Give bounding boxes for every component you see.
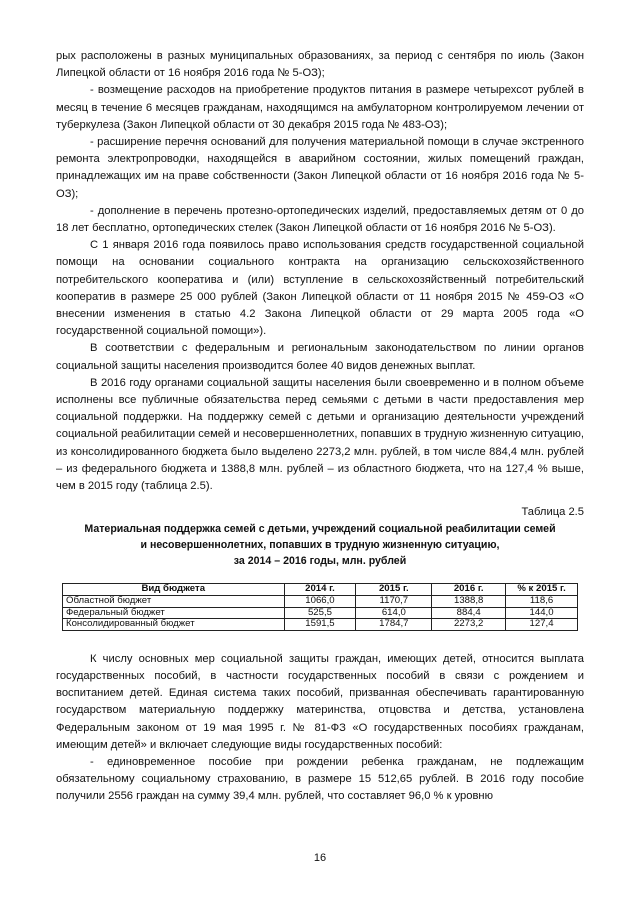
table-cell: 614,0 bbox=[356, 607, 432, 619]
paragraph: рых расположены в разных муниципальных образованиях, за период с сентября по июль (Закон Липецкой области от 16 ноября 2016 года № 5-ОЗ); bbox=[56, 50, 584, 80]
table-title-line: и несовершеннолетних, попавших в трудную жизненную ситуацию, bbox=[140, 539, 500, 552]
table-cell: 1784,7 bbox=[356, 619, 432, 631]
paragraph: К числу основных мер социальной защиты граждан, имеющих детей, относится выплата государственных пособий, в частности государственных пособий в связи с рождением и воспитанием детей. Единая система таких пособий, призванная обеспечивать гарантированную государством материальную поддержку материнства, отцовства и детства, установлена Федеральным законом от 19 мая 1995 г. № 81-ФЗ «О государственных пособиях гражданам, имеющим детей» и включает следующие виды государственных пособий: bbox=[56, 652, 584, 751]
table-cell: 144,0 bbox=[506, 607, 578, 619]
table-cell: 1388,8 bbox=[432, 596, 506, 608]
table-cell: 118,6 bbox=[506, 596, 578, 608]
column-header: % к 2015 г. bbox=[506, 584, 578, 596]
table-row bbox=[63, 596, 578, 608]
paragraph: - дополнение в перечень протезно-ортопедических изделий, предоставляемых детям от 0 до 18 лет бесплатно, ортопедических стелек (Закон Липецкой области от 16 ноября 2016 № 5-ОЗ). bbox=[56, 204, 584, 235]
table-row bbox=[63, 619, 578, 631]
table-cell: 1591,5 bbox=[284, 619, 356, 631]
table-cell: 1170,7 bbox=[356, 596, 432, 608]
table-header-row bbox=[63, 584, 578, 596]
table-cell: 127,4 bbox=[506, 619, 578, 631]
column-header: Вид бюджета bbox=[63, 584, 285, 596]
paragraph: - единовременное пособие при рождении ребенка гражданам, не подлежащим обязательному социальному страхованию, в размере 15 512,65 рублей. В 2016 году пособие получили 2556 граждан на сумму 39,4 млн. рублей, что составляет 96,0 % к уровню bbox=[56, 756, 584, 803]
table-cell: Федеральный бюджет bbox=[63, 607, 285, 619]
paragraph: В соответствии с федеральным и региональным законодательством по линии органов социальной защиты населения производится более 40 видов денежных выплат. bbox=[56, 342, 584, 372]
table-title bbox=[56, 521, 584, 569]
table-cell: 525,5 bbox=[284, 607, 356, 619]
column-header: 2016 г. bbox=[432, 584, 506, 596]
table-title-line: Материальная поддержка семей с детьми, учреждений социальной реабилитации семей bbox=[84, 523, 556, 536]
table-row bbox=[63, 607, 578, 619]
paragraph: - расширение перечня оснований для получения материальной помощи в случае экстренного ремонта электропроводки, находящейся в аварийном состоянии, жилых помещений граждан, принадлежащих им на праве собственности (Закон Липецкой области от 16 ноября 2016 года № 5-ОЗ); bbox=[56, 136, 584, 200]
column-header: 2014 г. bbox=[284, 584, 356, 596]
text-block-before-table bbox=[56, 48, 584, 495]
table-label: Таблица 2.5 bbox=[521, 506, 584, 519]
document-page bbox=[56, 48, 584, 806]
paragraph: В 2016 году органами социальной защиты населения были своевременно и в полном объеме исполнены все публичные обязательства перед семьями с детьми в части предоставления мер социальной поддержки. На поддержку семей с детьми и организацию деятельности учреждений социальной реабилитации семей и несовершеннолетних, попавших в трудную жизненную ситуацию, из консолидированного бюджета было выделено 2273,2 млн. рублей, в том числе 884,4 млн. рублей – из федерального бюджета и 1388,8 млн. рублей – из областного бюджета, что на 127,4 % выше, чем в 2015 году (таблица 2.5). bbox=[56, 376, 584, 493]
table-cell: Консолидированный бюджет bbox=[63, 619, 285, 631]
budget-table bbox=[62, 583, 578, 630]
paragraph: С 1 января 2016 года появилось право использования средств государственной социальной помощи на основании социального контракта на организацию сельскохозяйственного потребительского кооператива и (или) вступление в сельскохозяйственный потребительский кооператив в размере 25 000 рублей (Закон Липецкой области от 11 ноября 2015 № 459-ОЗ «О внесении изменения в статью 4.2 Закона Липецкой области от 29 марта 2005 года «О государственной социальной помощи»). bbox=[56, 239, 584, 338]
text-block-after-table bbox=[56, 651, 584, 806]
table-cell: 2273,2 bbox=[432, 619, 506, 631]
paragraph: - возмещение расходов на приобретение продуктов питания в размере четырехсот рублей в месяц в течение 6 месяцев гражданам, находящимся на амбулаторном контролируемом лечении от туберкулеза (Закон Липецкой области от 30 декабря 2015 года № 483-ОЗ); bbox=[56, 84, 584, 131]
table-cell: Областной бюджет bbox=[63, 596, 285, 608]
page-number: 16 bbox=[313, 852, 327, 864]
table-cell: 884,4 bbox=[432, 607, 506, 619]
table-title-line: за 2014 – 2016 годы, млн. рублей bbox=[233, 555, 407, 568]
column-header: 2015 г. bbox=[356, 584, 432, 596]
table-cell: 1066,0 bbox=[284, 596, 356, 608]
